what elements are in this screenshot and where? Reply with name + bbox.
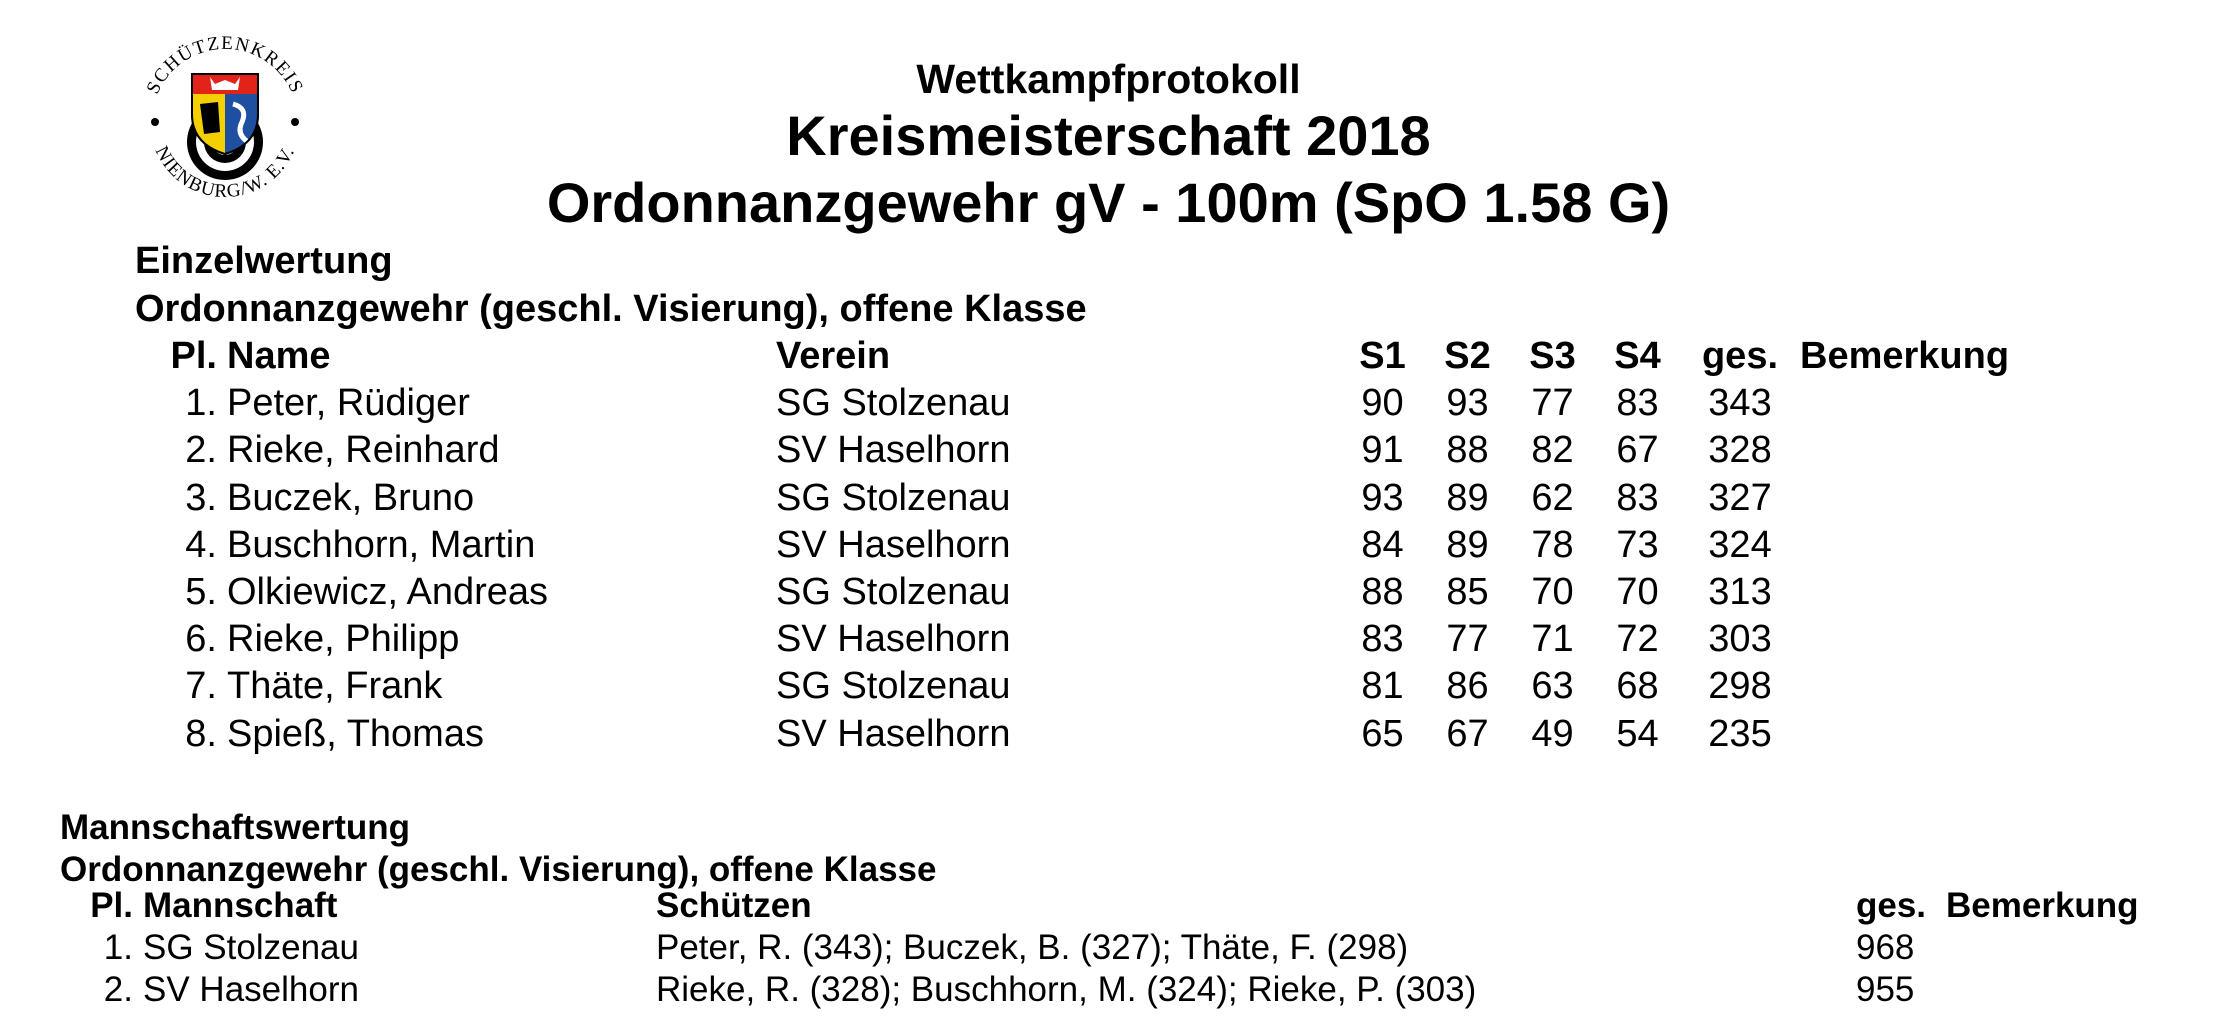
cell-ges: 298 xyxy=(1708,665,1772,708)
cell-pl: 2. xyxy=(185,429,217,472)
cell-s4: 67 xyxy=(1616,429,1659,472)
cell-s3: 63 xyxy=(1531,665,1574,708)
team-cell-bemerkung xyxy=(1946,927,2156,969)
col-header-pl: Pl. xyxy=(170,335,217,378)
cell-s2: 89 xyxy=(1446,476,1489,519)
cell-verein: SG Stolzenau xyxy=(776,571,1011,614)
cell-s1: 83 xyxy=(1361,618,1404,661)
cell-ges: 324 xyxy=(1708,523,1772,566)
col-header-s1: S1 xyxy=(1359,335,1406,378)
cell-s1: 65 xyxy=(1361,712,1404,755)
cell-s2: 88 xyxy=(1446,429,1489,472)
cell-s2: 93 xyxy=(1446,382,1489,425)
cell-name: Buczek, Bruno xyxy=(227,476,475,519)
team-cell-mannschaft: SG Stolzenau xyxy=(143,928,359,967)
cell-s3: 82 xyxy=(1531,429,1574,472)
cell-s3: 77 xyxy=(1531,382,1574,425)
cell-s3: 62 xyxy=(1531,476,1574,519)
cell-s4: 54 xyxy=(1616,712,1659,755)
cell-bemerkung xyxy=(1800,427,2060,474)
team-section-subtitle: Ordonnanzgewehr (geschl. Visierung), offene Klasse xyxy=(60,850,937,889)
cell-s4: 72 xyxy=(1616,618,1659,661)
cell-name: Rieke, Philipp xyxy=(227,618,460,661)
championship-title: Kreismeisterschaft 2018 xyxy=(786,104,1431,167)
cell-name: Peter, Rüdiger xyxy=(227,382,470,425)
cell-bemerkung xyxy=(1800,569,2060,616)
col-header-name: Name xyxy=(227,335,331,378)
cell-s4: 73 xyxy=(1616,523,1659,566)
table-row xyxy=(150,427,2060,474)
cell-pl: 3. xyxy=(185,476,217,519)
table-row xyxy=(78,969,2156,1011)
cell-name: Buschhorn, Martin xyxy=(227,523,536,566)
cell-verein: SV Haselhorn xyxy=(776,523,1011,566)
cell-bemerkung xyxy=(1800,475,2060,522)
cell-ges: 313 xyxy=(1708,571,1772,614)
protocol-heading: Wettkampfprotokoll xyxy=(916,56,1301,102)
col-header-ges: ges. xyxy=(1701,335,1779,378)
cell-ges: 343 xyxy=(1708,382,1772,425)
table-row xyxy=(150,616,2060,663)
cell-pl: 7. xyxy=(185,665,217,708)
cell-s1: 90 xyxy=(1361,382,1404,425)
cell-pl: 1. xyxy=(185,382,217,425)
col-header-s4: S4 xyxy=(1614,335,1661,378)
col-header-s3: S3 xyxy=(1529,335,1576,378)
cell-s3: 71 xyxy=(1531,618,1574,661)
cell-name: Olkiewicz, Andreas xyxy=(227,571,549,614)
team-cell-bemerkung xyxy=(1946,969,2156,1011)
cell-ges: 328 xyxy=(1708,429,1772,472)
table-row xyxy=(150,711,2060,758)
cell-pl: 5. xyxy=(185,571,217,614)
cell-pl: 4. xyxy=(185,523,217,566)
cell-s2: 77 xyxy=(1446,618,1489,661)
cell-s2: 85 xyxy=(1446,571,1489,614)
cell-s1: 91 xyxy=(1361,429,1404,472)
table-row xyxy=(150,380,2060,427)
team-results-table xyxy=(78,885,2156,1011)
cell-verein: SV Haselhorn xyxy=(776,618,1011,661)
col-header-bemerkung: Bemerkung xyxy=(1800,335,2010,378)
team-cell-schuetzen: Rieke, R. (328); Buschhorn, M. (324); Rieke, P. (303) xyxy=(656,970,1477,1009)
cell-s1: 81 xyxy=(1361,665,1404,708)
cell-verein: SG Stolzenau xyxy=(776,665,1011,708)
team-col-header-mannschaft: Mannschaft xyxy=(143,886,338,925)
cell-s2: 67 xyxy=(1446,712,1489,755)
team-cell-schuetzen: Peter, R. (343); Buczek, B. (327); Thäte, F. (298) xyxy=(656,928,1409,967)
table-row xyxy=(150,569,2060,616)
individual-section-subtitle: Ordonnanzgewehr (geschl. Visierung), offene Klasse xyxy=(135,288,1087,330)
cell-s4: 68 xyxy=(1616,665,1659,708)
cell-s4: 83 xyxy=(1616,382,1659,425)
cell-s1: 84 xyxy=(1361,523,1404,566)
discipline-title: Ordonnanzgewehr gV - 100m (SpO 1.58 G) xyxy=(546,171,1671,234)
table-row xyxy=(78,927,2156,969)
team-col-header-schuetzen: Schützen xyxy=(656,886,812,925)
team-cell-pl: 1. xyxy=(103,928,133,967)
team-col-header-ges: ges. xyxy=(1856,886,1927,925)
cell-name: Spieß, Thomas xyxy=(227,712,484,755)
cell-verein: SV Haselhorn xyxy=(776,429,1011,472)
cell-bemerkung xyxy=(1800,380,2060,427)
cell-bemerkung xyxy=(1800,663,2060,710)
table-row xyxy=(150,475,2060,522)
table-row xyxy=(150,522,2060,569)
individual-section-title: Einzelwertung xyxy=(135,240,393,282)
team-section-title: Mannschaftswertung xyxy=(60,808,411,847)
cell-verein: SG Stolzenau xyxy=(776,476,1011,519)
table-row xyxy=(150,663,2060,710)
logo-ring-text-top: SCHÜTZENKREIS xyxy=(142,32,308,98)
individual-results-table xyxy=(150,333,2060,758)
team-header-row xyxy=(78,885,2156,927)
cell-verein: SV Haselhorn xyxy=(776,712,1011,755)
cell-pl: 8. xyxy=(185,712,217,755)
cell-s3: 78 xyxy=(1531,523,1574,566)
cell-ges: 327 xyxy=(1708,476,1772,519)
team-col-header-pl: Pl. xyxy=(90,886,133,925)
cell-pl: 6. xyxy=(185,618,217,661)
cell-s2: 86 xyxy=(1446,665,1489,708)
cell-bemerkung xyxy=(1800,616,2060,663)
cell-verein: SG Stolzenau xyxy=(776,382,1011,425)
team-cell-mannschaft: SV Haselhorn xyxy=(143,970,359,1009)
cell-s4: 83 xyxy=(1616,476,1659,519)
cell-s3: 49 xyxy=(1531,712,1574,755)
cell-name: Thäte, Frank xyxy=(227,665,443,708)
cell-s4: 70 xyxy=(1616,571,1659,614)
col-header-s2: S2 xyxy=(1444,335,1491,378)
cell-s2: 89 xyxy=(1446,523,1489,566)
team-cell-pl: 2. xyxy=(103,970,133,1009)
cell-ges: 303 xyxy=(1708,618,1772,661)
cell-s1: 93 xyxy=(1361,476,1404,519)
cell-bemerkung xyxy=(1800,711,2060,758)
cell-s1: 88 xyxy=(1361,571,1404,614)
team-cell-ges: 955 xyxy=(1856,970,1915,1009)
team-cell-ges: 968 xyxy=(1856,928,1915,967)
team-col-header-bemerkung: Bemerkung xyxy=(1946,886,2139,925)
individual-header-row xyxy=(150,333,2060,380)
cell-ges: 235 xyxy=(1708,712,1772,755)
cell-name: Rieke, Reinhard xyxy=(227,429,500,472)
cell-bemerkung xyxy=(1800,522,2060,569)
cell-s3: 70 xyxy=(1531,571,1574,614)
logo-ring-text-bottom: NIENBURG/W. E.V. xyxy=(150,142,300,203)
col-header-verein: Verein xyxy=(776,335,891,378)
